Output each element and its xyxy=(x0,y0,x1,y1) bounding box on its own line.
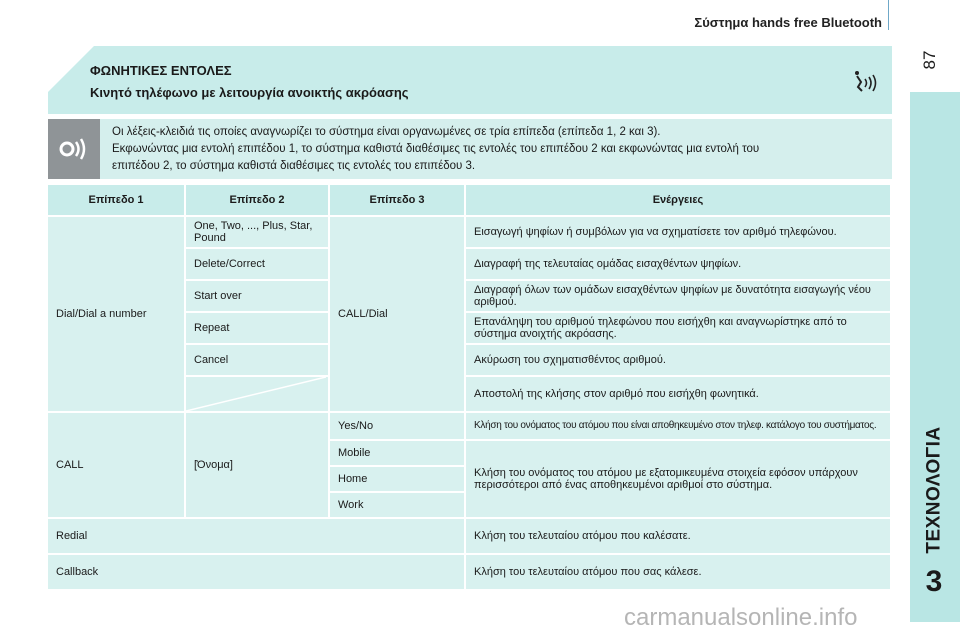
header-level-3: Επίπεδο 3 xyxy=(330,185,466,217)
table-row xyxy=(48,217,892,249)
page-header-title: Σύστημα hands free Bluetooth xyxy=(694,15,882,30)
dial-level-2-startover: Start over xyxy=(186,281,330,313)
table-header-row xyxy=(48,185,892,217)
dial-action-repeat: Επανάληψη του αριθμού τηλεφώνου που εισήχθη και αναγνωρίστηκε από το σύστημα ανοιχτής ακρόασης. xyxy=(466,313,892,345)
voice-commands-table xyxy=(48,185,892,591)
call-level-3-mobile: Mobile xyxy=(330,441,466,467)
callback-action: Κλήση του τελευταίου ατόμου που σας κάλεσε. xyxy=(466,555,892,591)
dial-action-digits: Εισαγωγή ψηφίων ή συμβόλων για να σχηματίσετε τον αριθμό τηλεφώνου. xyxy=(466,217,892,249)
call-level-3-work: Work xyxy=(330,493,466,519)
table-row xyxy=(48,413,892,441)
chapter-label xyxy=(910,415,960,565)
dial-action-delete: Διαγραφή της τελευταίας ομάδας εισαχθέντων ψηφίων. xyxy=(466,249,892,281)
call-action-types: Κλήση του ονόματος του ατόμου με εξατομικευμένα στοιχεία εφόσον υπάρχουν περισσότεροι από ένας αποθηκευμένοι αριθμοί στο σύστημα. xyxy=(466,441,892,519)
intro-icon-panel xyxy=(48,119,100,179)
table-row xyxy=(48,555,892,591)
voice-speaker-icon xyxy=(57,135,91,163)
chapter-label-text: ΤΕΧΝΟΛΟΓΙΑ xyxy=(924,426,945,554)
page-number: 87 xyxy=(920,50,939,70)
dial-level-1: Dial/Dial a number xyxy=(48,217,186,413)
redial-command: Redial xyxy=(48,519,466,555)
call-level-2: [Όνομα] xyxy=(186,413,330,519)
voice-command-icon xyxy=(852,70,878,94)
intro-text xyxy=(112,124,882,175)
section-banner xyxy=(48,46,892,114)
call-level-3-home: Home xyxy=(330,467,466,493)
watermark: carmanualsonline.info xyxy=(624,604,858,631)
redial-action: Κλήση του τελευταίου ατόμου που καλέσατε. xyxy=(466,519,892,555)
empty-cell-diagonal xyxy=(186,377,326,411)
dial-action-startover: Διαγραφή όλων των ομάδων εισαχθέντων ψηφίων με δυνατότητα εισαγωγής νέου αριθμού. xyxy=(466,281,892,313)
dial-level-2-repeat: Repeat xyxy=(186,313,330,345)
intro-line-1: Οι λέξεις-κλειδιά τις οποίες αναγνωρίζει το σύστημα είναι οργανωμένες σε τρία επίπεδα (επίπεδα 1, 2 και 3). xyxy=(112,126,661,138)
dial-level-2-cancel: Cancel xyxy=(186,345,330,377)
section-subtitle: Κινητό τηλέφωνο με λειτουργία ανοικτής ακρόασης xyxy=(90,85,409,100)
section-title: ΦΩΝΗΤΙΚΕΣ ΕΝΤΟΛΕΣ xyxy=(90,63,232,78)
call-level-1: CALL xyxy=(48,413,186,519)
dial-action-send: Αποστολή της κλήσης στον αριθμό που εισήχθη φωνητικά. xyxy=(466,377,892,413)
table-row xyxy=(48,519,892,555)
callback-command: Callback xyxy=(48,555,466,591)
header-divider xyxy=(888,0,889,30)
header-actions: Ενέργειες xyxy=(466,185,892,217)
intro-line-2: Εκφωνώντας μια εντολή επιπέδου 1, το σύστημα καθιστά διαθέσιμες τις εντολές του επιπέδου 2 και εκφωνώντας μια εντολή του xyxy=(112,143,760,155)
chapter-number: 3 xyxy=(925,565,943,598)
call-level-3-yesno: Yes/No xyxy=(330,413,466,441)
dial-level-3: CALL/Dial xyxy=(330,217,466,413)
dial-action-cancel: Ακύρωση του σχηματισθέντος αριθμού. xyxy=(466,345,892,377)
dial-level-2-delete: Delete/Correct xyxy=(186,249,330,281)
dial-level-2-digits: One, Two, ..., Plus, Star, Pound xyxy=(186,217,330,249)
call-action-yesno: Κλήση του ονόματος του ατόμου που είναι αποθηκευμένο στον τηλεφ. κατάλογο του συστήματος. xyxy=(466,413,892,441)
header-level-1: Επίπεδο 1 xyxy=(48,185,186,217)
header-level-2: Επίπεδο 2 xyxy=(186,185,330,217)
intro-line-3: επιπέδου 2, το σύστημα καθιστά διαθέσιμες τις εντολές του επιπέδου 3. xyxy=(112,160,476,172)
dial-level-2-empty xyxy=(186,377,330,413)
